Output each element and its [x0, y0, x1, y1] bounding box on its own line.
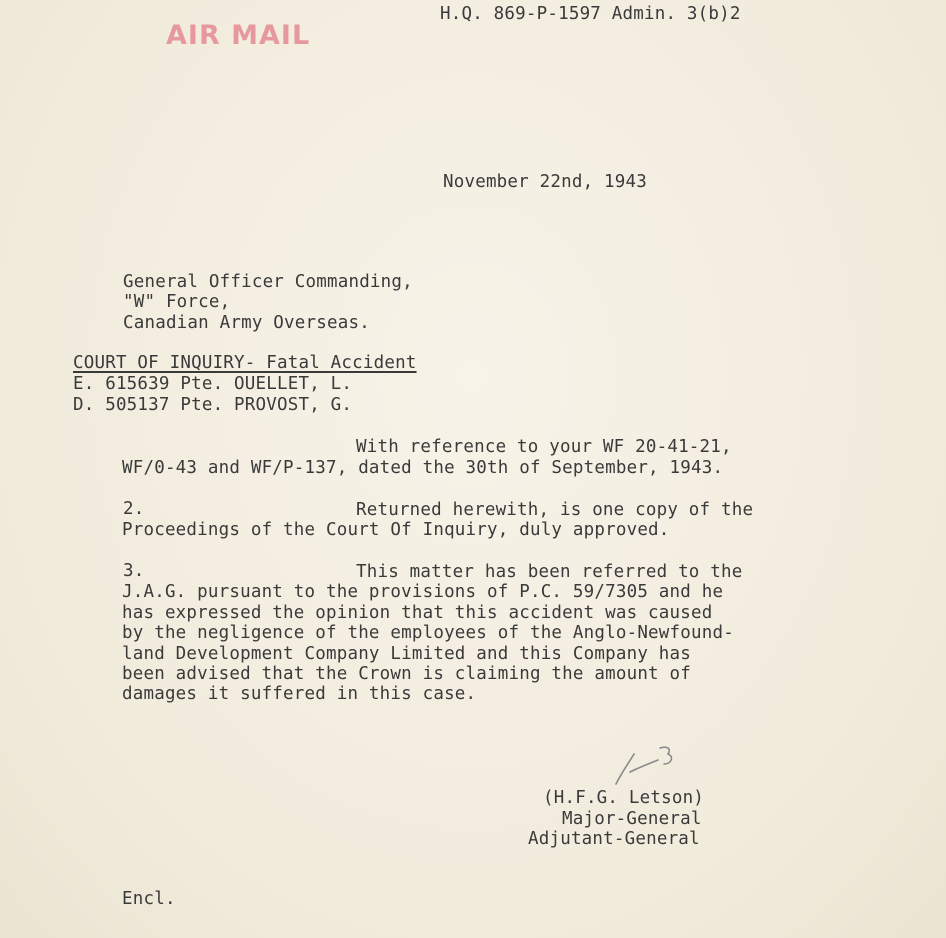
signatory-rank: Major-General — [562, 809, 702, 829]
file-reference: H.Q. 869-P-1597 Admin. 3(b)2 — [440, 4, 741, 24]
paragraph-line: been advised that the Crown is claiming the amount of — [122, 664, 692, 684]
paragraph-line: WF/0-43 and WF/P-137, dated the 30th of September, 1943. — [122, 458, 724, 478]
paragraph-line: by the negligence of the employees of the Anglo-Newfound- — [122, 623, 734, 643]
addressee-line: Canadian Army Overseas. — [123, 313, 370, 333]
paragraph-line: damages it suffered in this case. — [122, 684, 477, 704]
addressee-line: General Officer Commanding, — [123, 272, 413, 292]
subject-line: D. 505137 Pte. PROVOST, G. — [73, 395, 353, 415]
paragraph-line: This matter has been referred to the — [356, 562, 743, 582]
paragraph-line: land Development Company Limited and this Company has — [122, 644, 692, 664]
subject-line: E. 615639 Pte. OUELLET, L. — [73, 374, 353, 394]
paragraph-line: With reference to your WF 20-41-21, — [356, 437, 732, 457]
letter-date: November 22nd, 1943 — [443, 172, 647, 192]
paragraph-line: Returned herewith, is one copy of the — [356, 500, 754, 520]
paragraph-number: 2. — [123, 499, 145, 519]
signatory-name: (H.F.G. Letson) — [543, 788, 705, 808]
paragraph-number: 3. — [123, 561, 145, 581]
air-mail-stamp: AIR MAIL — [166, 20, 311, 51]
signatory-title: Adjutant-General — [528, 829, 700, 849]
handwritten-signature — [608, 742, 688, 792]
subject-title: COURT OF INQUIRY- Fatal Accident — [73, 353, 417, 373]
enclosure-note: Encl. — [122, 889, 176, 909]
paragraph-line: has expressed the opinion that this accident was caused — [122, 603, 713, 623]
addressee-line: "W" Force, — [123, 292, 231, 312]
paragraph-line: J.A.G. pursuant to the provisions of P.C. 59/7305 and he — [122, 582, 724, 602]
paragraph-line: Proceedings of the Court Of Inquiry, duly approved. — [122, 520, 670, 540]
